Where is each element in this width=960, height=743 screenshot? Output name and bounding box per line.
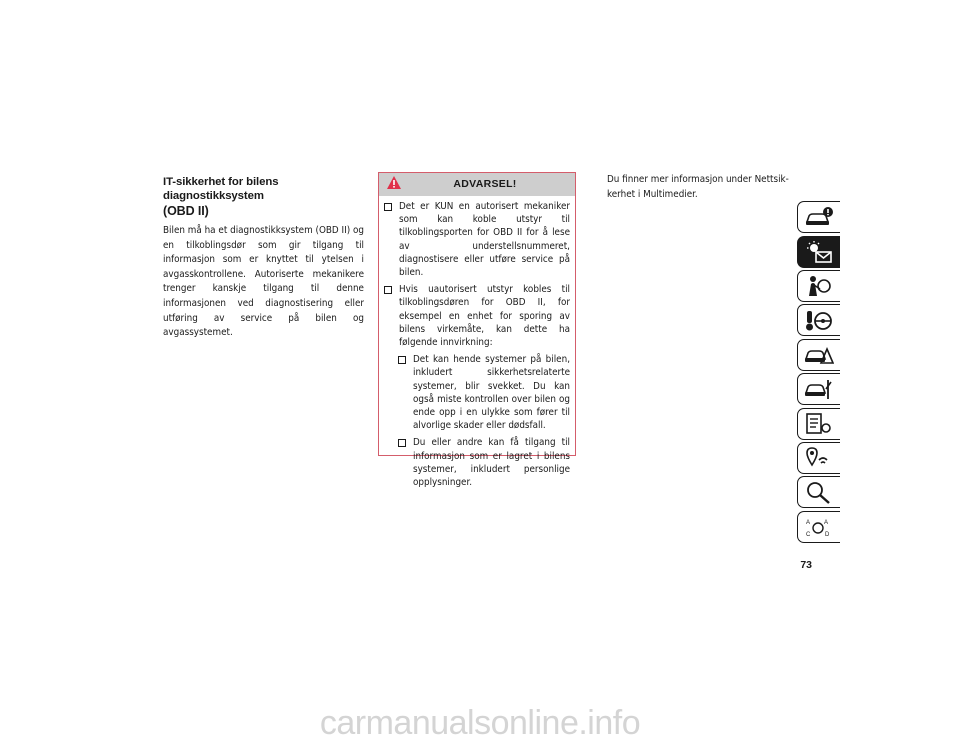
warning-bullet xyxy=(384,200,570,279)
bullet-text: Hvis uautorisert utstyr kobles til tilkoblingsdøren for OBD II, for eksempel en enhet for sporing av bilens virkemåte, kan dette ha følgende innvirkning: xyxy=(399,284,570,349)
right-column xyxy=(607,173,797,202)
warning-bullet xyxy=(384,283,570,349)
warning-column xyxy=(378,172,578,489)
watermark-text: carmanualsonline.info xyxy=(319,704,641,742)
warning-body xyxy=(379,196,575,489)
tab-car-info[interactable] xyxy=(797,201,840,233)
warning-header xyxy=(379,173,575,196)
svg-text:A: A xyxy=(824,520,829,526)
bullet-text: Det er KUN en autorisert mekaniker som kan koble utstyr til tilkoblingsporten for OBD II for å lese av understellsnummeret, diagnostisere eller utføre service på bilen. xyxy=(399,201,570,279)
tab-languages[interactable] xyxy=(797,511,840,543)
warning-sub-bullet xyxy=(398,353,570,432)
languages-icon xyxy=(804,515,834,540)
bullet-square-icon xyxy=(398,356,406,364)
svg-text:D: D xyxy=(825,532,830,538)
tab-service[interactable] xyxy=(797,373,840,405)
tab-emergency[interactable] xyxy=(797,339,840,371)
search-index-icon xyxy=(804,480,834,505)
svg-text:C: C xyxy=(806,532,811,538)
section-heading xyxy=(163,175,364,218)
body-paragraph-right: Du finner mer informasjon under Nettsikkerhet i Multimedier. xyxy=(607,174,789,200)
bullet-square-icon xyxy=(384,286,392,294)
multimedia-icon xyxy=(804,446,834,471)
emergency-icon xyxy=(804,343,834,368)
heading-line-1: IT-sikkerhet for bilens diagnostikksystem xyxy=(163,176,279,202)
bullet-square-icon xyxy=(398,439,406,447)
bullet-text: Det kan hende systemer på bilen, inkludert sikkerhetsrelaterte systemer, blir svekket. Du kan også miste kontrollen over bilen og ende opp i en ulykke som fører til alvorlige skader eller dødsfall. xyxy=(413,354,570,432)
svg-text:A: A xyxy=(806,520,811,526)
warning-sub-bullet xyxy=(398,436,570,489)
service-maintenance-icon xyxy=(804,377,834,402)
tab-safety[interactable] xyxy=(797,270,840,302)
body-paragraph: Bilen må ha et diagnostikksystem (OBD II) og en tilkoblingsdør som gir tilgang til informasjon som er knyttet til ytelsen i avgasskontrollene. Autoriserte mekanikere trenger kanskje tilgang til denne informasjonen ved diagnostisering eller utføring av service på bilen og avgassystemet. xyxy=(163,225,364,339)
car-info-icon xyxy=(804,205,834,230)
tab-starting-driving[interactable] xyxy=(797,304,840,336)
heading-line-2: (OBD II) xyxy=(163,204,209,218)
warning-box xyxy=(378,172,576,489)
starting-driving-icon xyxy=(804,308,834,333)
tab-index[interactable] xyxy=(797,476,840,508)
bullet-square-icon xyxy=(384,203,392,211)
airbag-icon xyxy=(804,274,834,299)
tab-multimedia[interactable] xyxy=(797,442,840,474)
tab-specifications[interactable] xyxy=(797,408,840,440)
section-obd-security xyxy=(163,175,364,341)
warning-title: ADVARSEL! xyxy=(453,178,517,190)
page-number: 73 xyxy=(800,559,812,571)
tab-warning-lights[interactable] xyxy=(797,236,840,268)
warning-lights-icon xyxy=(804,240,834,265)
specifications-icon xyxy=(804,412,834,437)
bullet-text: Du eller andre kan få tilgang til informasjon som er lagret i bilens systemer, inkludert personlige opplysninger. xyxy=(413,437,570,489)
